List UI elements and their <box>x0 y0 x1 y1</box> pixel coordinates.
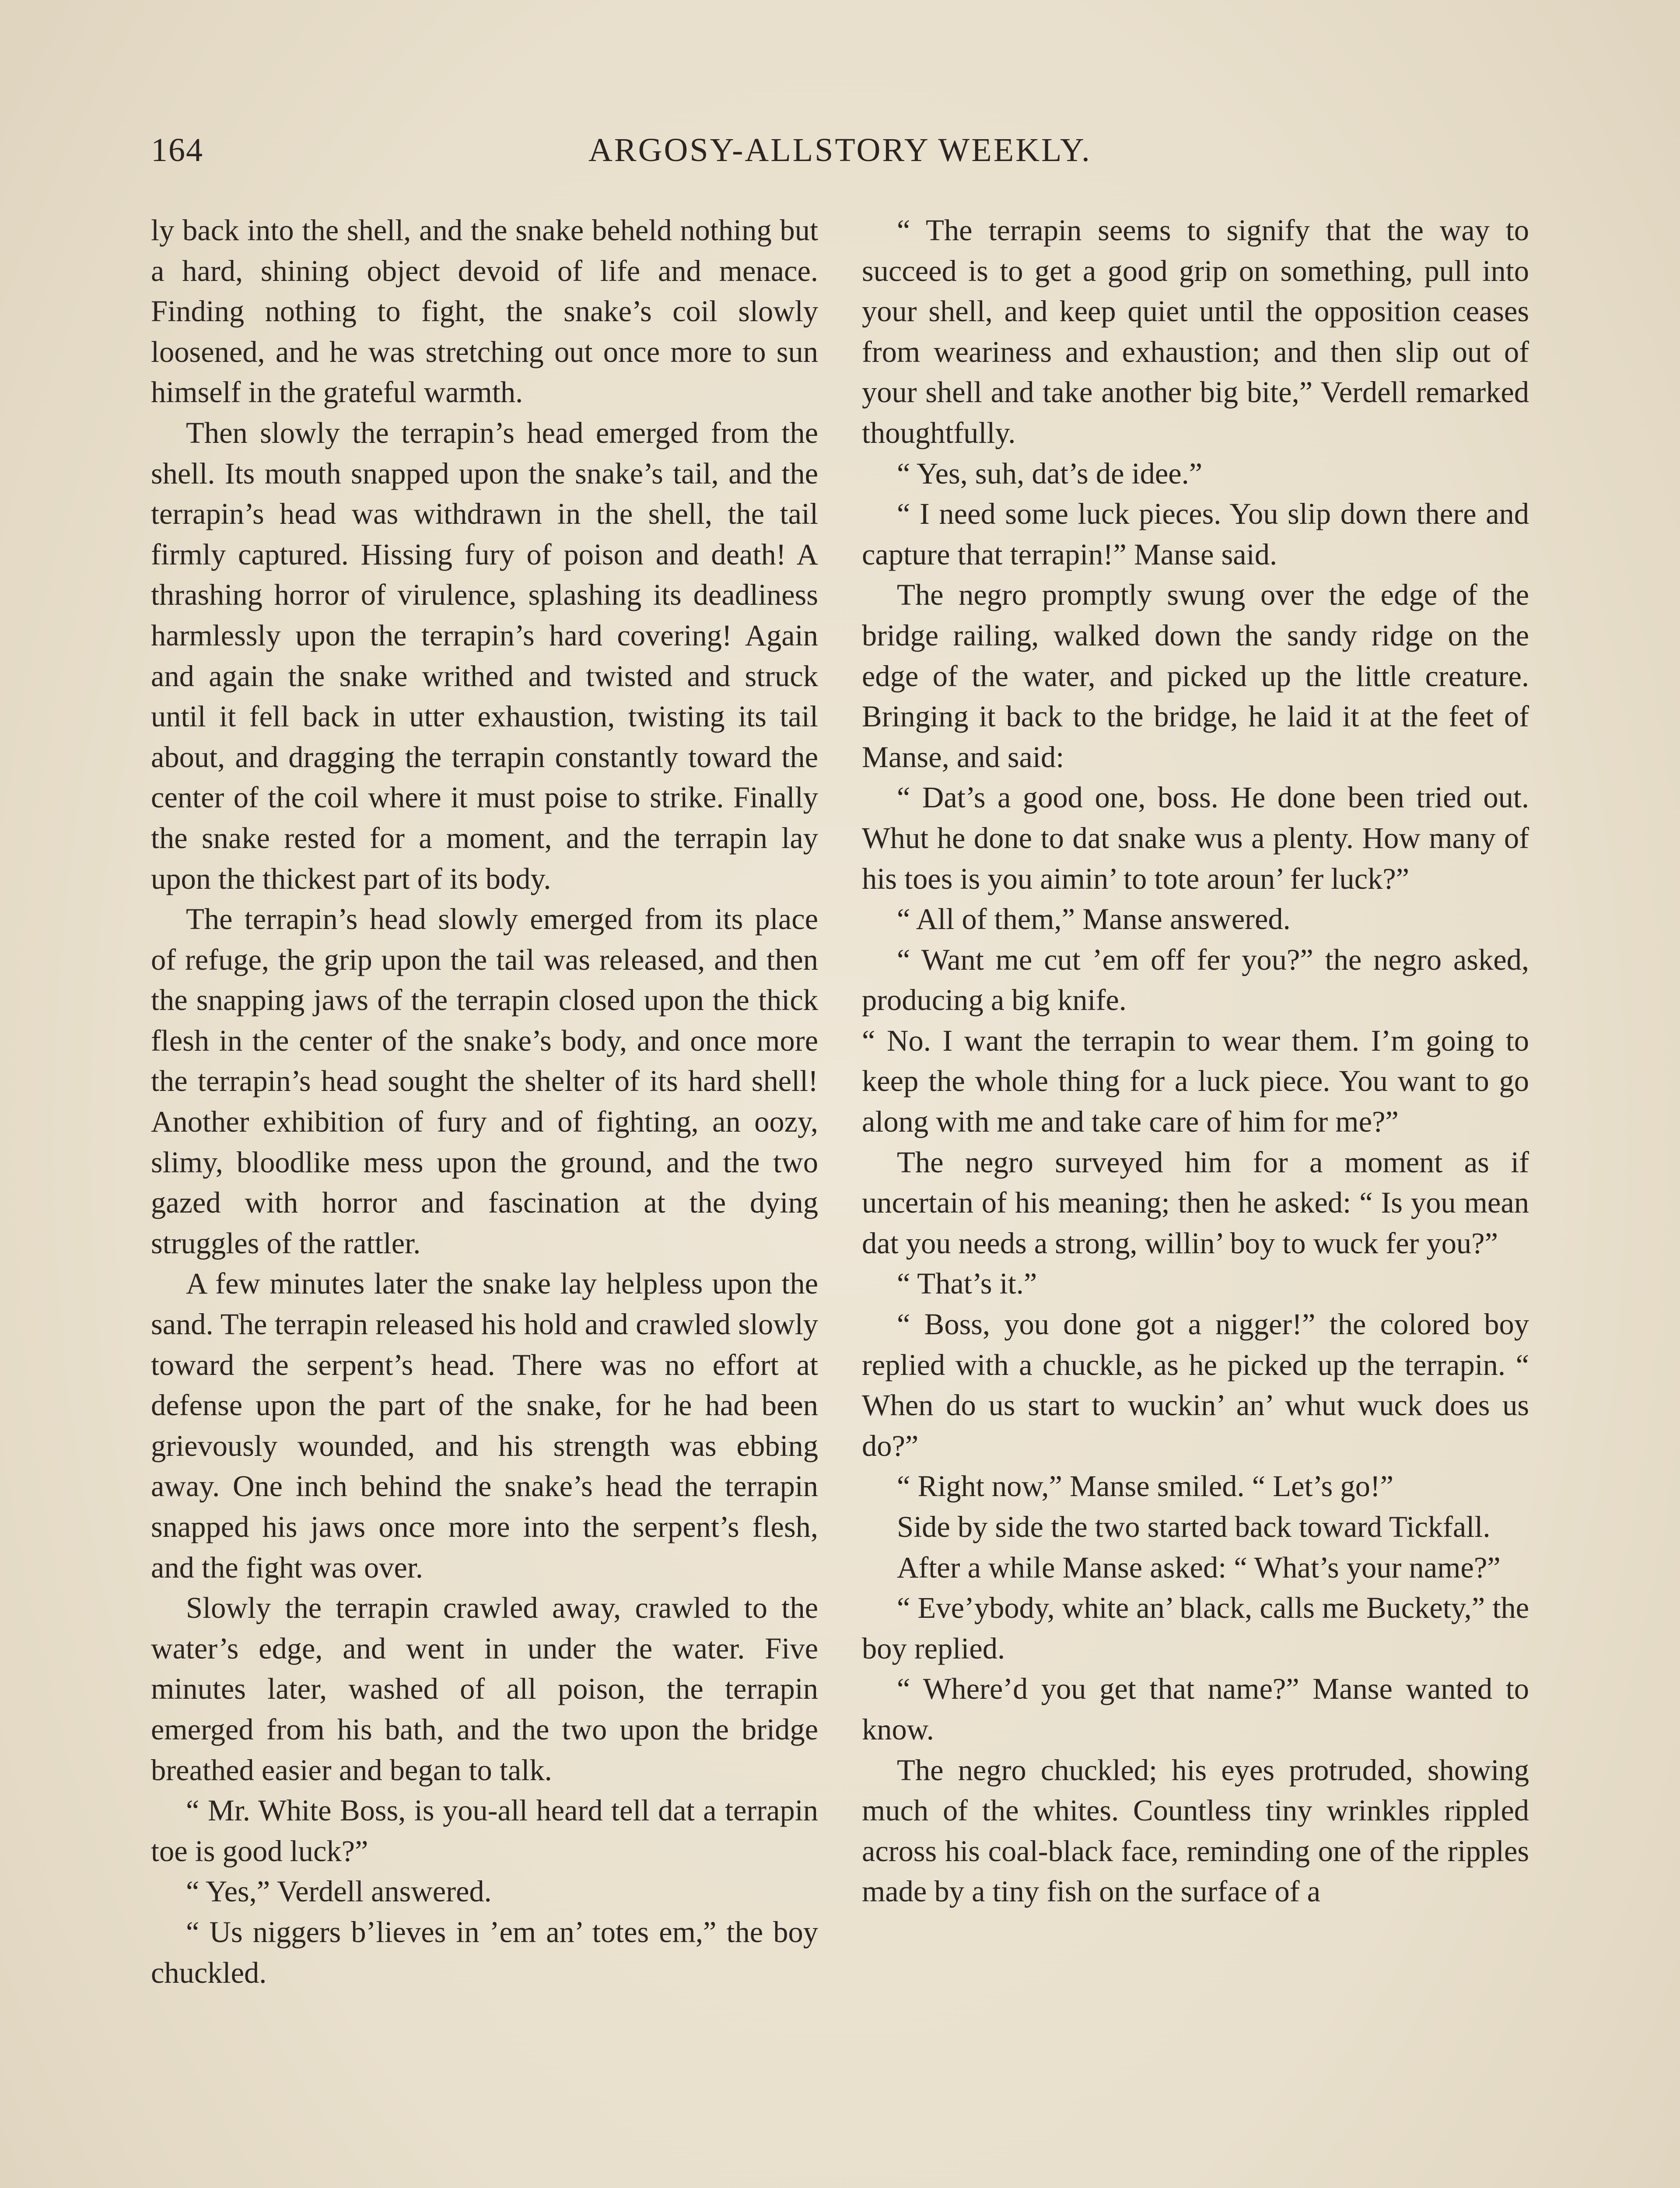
paragraph: “ Yes, suh, dat’s de idee.” <box>897 456 1203 490</box>
paragraph: “ The terrapin seems to signify that the way to succeed is to get a good grip on something, pull into your shell, and keep quiet until the opposition ceases from weariness and exhaustion; and then slip out of your shell and take another big bite,” Verdell remarked thoughtfully. <box>862 214 1529 449</box>
paragraph: The terrapin’s head slowly emerged from its place of refuge, the grip upon the tail was released, and then the snapping jaws of the terrapin closed upon the thick flesh in the center of the snake’s body, and once more the terrapin’s head sought the shelter of its hard shell! Another exhibition of fury and of fighting, an oozy, slimy, bloodlike mess upon the ground, and the two gazed with horror and fascination at the dying struggles of the rattler. <box>151 902 818 1260</box>
paragraph: Then slowly the terrapin’s head emerged from the shell. Its mouth snapped upon the snake’s tail, and the terrapin’s head was withdrawn in the shell, the tail firmly captured. Hissing fury of poison and death! A thrashing horror of virulence, splashing its deadliness harmlessly upon the terrapin’s hard covering! Again and again the snake writhed and twisted and struck until it fell back in utter exhaustion, twisting its tail about, and dragging the terrapin constantly toward the center of the coil where it must poise to strike. Finally the snake rested for a moment, and the terrapin lay upon the thickest part of its body. <box>151 416 818 895</box>
paragraph: “ Dat’s a good one, boss. He done been tried out. Whut he done to dat snake wus a plenty. How many of his toes is you aimin’ to tote aroun’ fer luck?” <box>862 781 1529 895</box>
magazine-title: ARGOSY-ALLSTORY WEEKLY. <box>588 132 1092 168</box>
paragraph: The negro surveyed him for a moment as if uncertain of his meaning; then he asked: “ Is you mean dat you needs a strong, willin’ boy to wuck fer you?” <box>862 1145 1529 1260</box>
right-column <box>862 210 1529 1912</box>
paragraph: “ Boss, you done got a nigger!” the colored boy replied with a chuckle, as he picked up the terrapin. “ When do us start to wuckin’ an’ whut wuck does us do?” <box>862 1308 1529 1462</box>
paragraph: Side by side the two started back toward Tickfall. <box>897 1510 1491 1543</box>
paragraph: “ I need some luck pieces. You slip down there and capture that terrapin!” Manse said. <box>862 497 1529 571</box>
page-number: 164 <box>151 132 203 168</box>
paragraph: “ All of them,” Manse answered. <box>897 902 1291 936</box>
paragraph: “ Yes,” Verdell answered. <box>186 1875 492 1908</box>
paragraph: “ Want me cut ’em off fer you?” the negro asked, producing a big knife. <box>862 943 1529 1017</box>
paragraph: “ Eve’ybody, white an’ black, calls me Buckety,” the boy replied. <box>862 1591 1529 1665</box>
paragraph: “ Where’d you get that name?” Manse wanted to know. <box>862 1672 1529 1746</box>
paragraph: “ That’s it.” <box>897 1267 1037 1301</box>
paragraph: ly back into the shell, and the snake beheld nothing but a hard, shining object devoid of life and menace. Finding nothing to fight, the snake’s coil slowly loosened, and he was stretching out once more to sun himself in the grateful warmth. <box>151 214 818 409</box>
paragraph: The negro promptly swung over the edge of the bridge railing, walked down the sandy ridge on the edge of the water, and picked up the little creature. Bringing it back to the bridge, he laid it at the feet of Manse, and said: <box>862 578 1529 774</box>
left-column <box>151 210 818 1993</box>
paragraph: The negro chuckled; his eyes protruded, showing much of the whites. Countless tiny wrinkles rippled across his coal-black face, reminding one of the ripples made by a tiny fish on the surface of a <box>862 1753 1529 1908</box>
paragraph: “ No. I want the terrapin to wear them. I’m going to keep the whole thing for a luck piece. You want to go along with me and take care of him for me?” <box>862 1024 1529 1139</box>
paragraph: After a while Manse asked: “ What’s your name?” <box>897 1550 1501 1584</box>
paragraph: “ Right now,” Manse smiled. “ Let’s go!” <box>897 1469 1394 1503</box>
page-header <box>151 131 1529 179</box>
paragraph: “ Mr. White Boss, is you-all heard tell dat a terrapin toe is good luck?” <box>151 1794 818 1868</box>
paragraph: Slowly the terrapin crawled away, crawled to the water’s edge, and went in under the water. Five minutes later, washed of all poison, the terrapin emerged from his bath, and the two upon the bridge breathed easier and began to talk. <box>151 1591 818 1787</box>
paragraph: “ Us niggers b’lieves in ’em an’ totes em,” the boy chuckled. <box>151 1915 818 1989</box>
paragraph: A few minutes later the snake lay helpless upon the sand. The terrapin released his hold and crawled slowly toward the serpent’s head. There was no effort at defense upon the part of the snake, for he had been grievously wounded, and his strength was ebbing away. One inch behind the snake’s head the terrapin snapped his jaws once more into the serpent’s flesh, and the fight was over. <box>151 1267 818 1584</box>
